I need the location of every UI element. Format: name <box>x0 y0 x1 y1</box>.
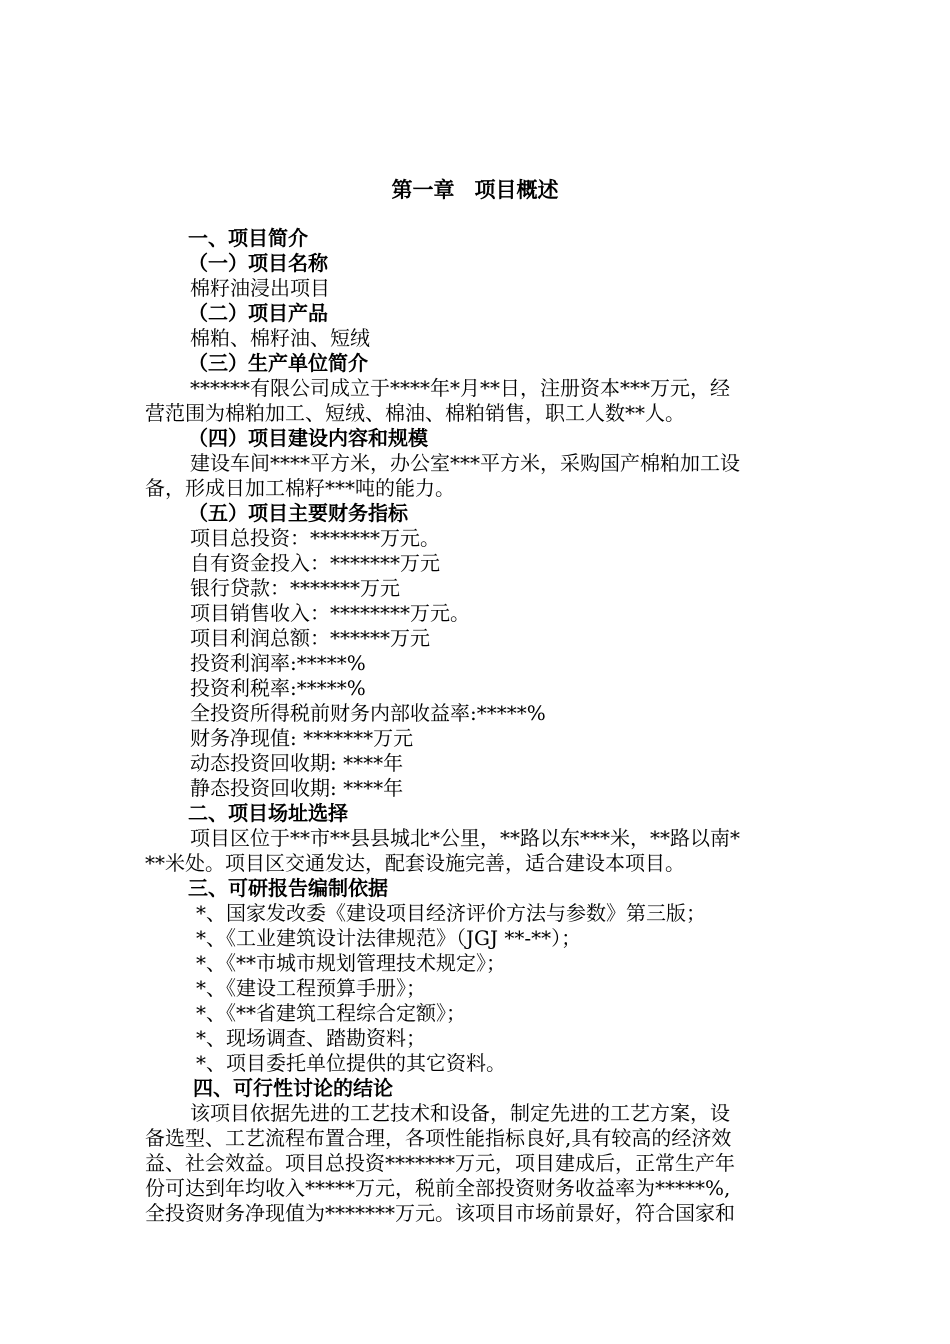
chapter-name: 项目概述 <box>474 178 559 202</box>
section-heading: 一、项目简介 <box>188 226 308 250</box>
reference-item: *、《**省建筑工程综合定额》； <box>196 1001 466 1025</box>
indicator-line: 投资利税率:*****% <box>190 676 366 700</box>
paragraph-line: **米处。项目区交通发达，配套设施完善，适合建设本项目。 <box>145 851 685 875</box>
paragraph-line: 益、社会效益。项目总投资*******万元，项目建成后，正常生产年 <box>145 1151 735 1175</box>
paragraph-line: 备选型、工艺流程布置合理，各项性能指标良好,具有较高的经济效 <box>145 1126 732 1150</box>
indicator-line: 项目销售收入：********万元。 <box>190 601 470 625</box>
indicator-line: 全投资所得税前财务内部收益率:*****% <box>190 701 546 725</box>
section-heading: 三、可研报告编制依据 <box>188 876 388 900</box>
paragraph-line: 建设车间****平方米，办公室***平方米，采购国产棉粕加工设 <box>190 451 740 475</box>
paragraph-line: 份可达到年均收入*****万元，税前全部投资财务收益率为*****%, <box>145 1176 731 1200</box>
subsection-heading: （五）项目主要财务指标 <box>188 501 408 525</box>
paragraph-line: 备，形成日加工棉籽***吨的能力。 <box>145 476 455 500</box>
subsection-heading: （四）项目建设内容和规模 <box>188 426 428 450</box>
paragraph-line: ******有限公司成立于****年*月**日，注册资本***万元，经 <box>190 376 730 400</box>
indicator-line: 自有资金投入：*******万元 <box>190 551 440 575</box>
reference-item: *、《**市城市规划管理技术规定》； <box>196 951 506 975</box>
paragraph-line: 棉粕、棉籽油、短绒 <box>190 326 370 350</box>
indicator-line: 动态投资回收期: ****年 <box>190 751 404 775</box>
subsection-heading: （三）生产单位简介 <box>188 351 368 375</box>
paragraph-line: 棉籽油浸出项目 <box>190 276 330 300</box>
indicator-line: 银行贷款：*******万元 <box>190 576 400 600</box>
subsection-heading: （一）项目名称 <box>188 251 328 275</box>
reference-item: *、现场调查、踏勘资料； <box>196 1026 426 1050</box>
reference-item: *、国家发改委《建设项目经济评价方法与参数》第三版； <box>196 901 706 925</box>
paragraph-line: 全投资财务净现值为*******万元。该项目市场前景好，符合国家和 <box>145 1201 735 1225</box>
indicator-line: 投资利润率:*****% <box>190 651 366 675</box>
indicator-line: 项目总投资：*******万元。 <box>190 526 440 550</box>
subsection-heading: （二）项目产品 <box>188 301 328 325</box>
section-heading: 四、可行性讨论的结论 <box>193 1076 393 1100</box>
indicator-line: 静态投资回收期: ****年 <box>190 776 404 800</box>
paragraph-line: 营范围为棉粕加工、短绒、棉油、棉粕销售，职工人数**人。 <box>145 401 685 425</box>
paragraph-line: 该项目依据先进的工艺技术和设备，制定先进的工艺方案，设 <box>190 1101 730 1125</box>
paragraph-line: 项目区位于**市**县县城北*公里，**路以东***米，**路以南* <box>190 826 740 850</box>
section-heading: 二、项目场址选择 <box>188 801 348 825</box>
chapter-title <box>0 174 950 204</box>
reference-item: *、项目委托单位提供的其它资料。 <box>196 1051 506 1075</box>
reference-item: *、《工业建筑设计法律规范》（JGJ **-**）； <box>196 926 582 950</box>
chapter-number: 第一章 <box>391 178 455 202</box>
indicator-line: 项目利润总额：******万元 <box>190 626 430 650</box>
indicator-line: 财务净现值: *******万元 <box>190 726 414 750</box>
reference-item: *、《建设工程预算手册》； <box>196 976 426 1000</box>
